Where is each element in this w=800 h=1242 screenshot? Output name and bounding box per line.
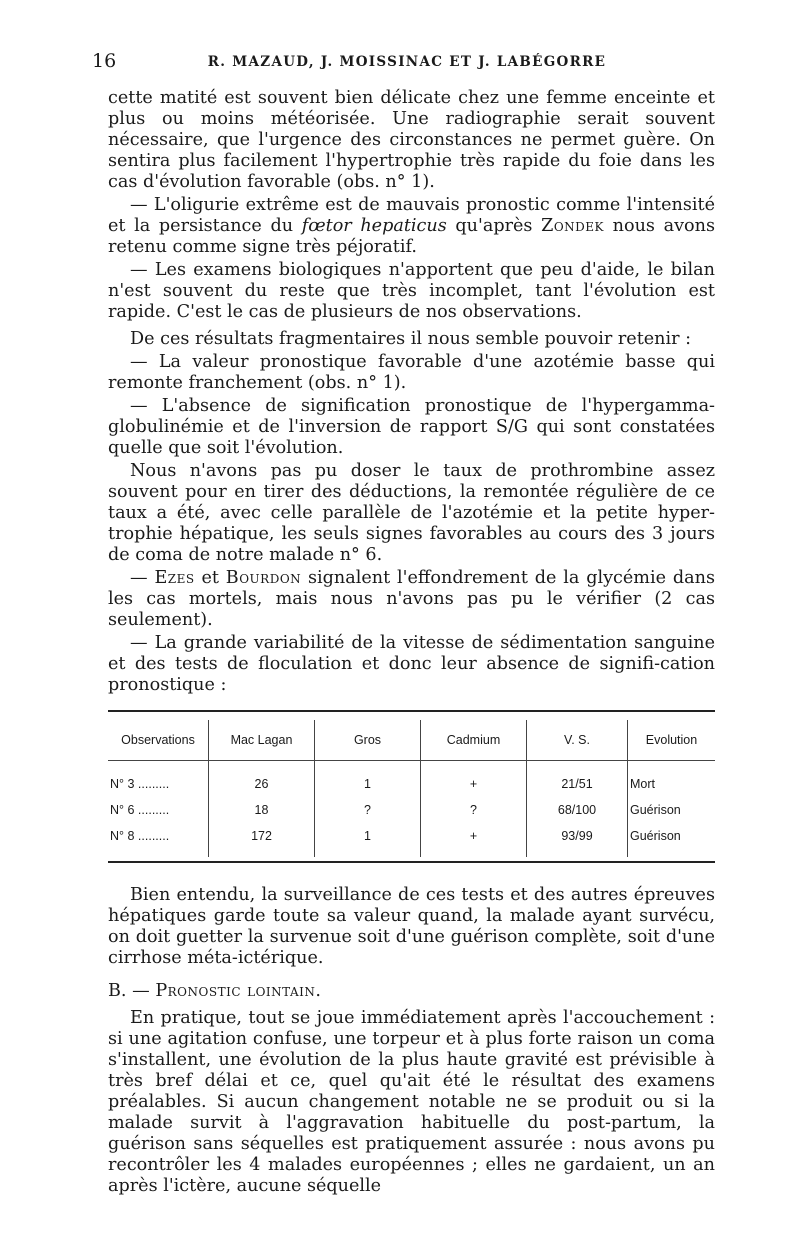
table-header-row — [108, 720, 715, 761]
column-header: Gros — [315, 720, 421, 761]
results-table — [108, 710, 715, 863]
table-bottom-rule — [108, 861, 715, 863]
running-head: R. MAZAUD, J. MOISSINAC ET J. LABÉGORRE — [207, 54, 607, 70]
paragraph-7: Nous n'avons pas pu doser le taux de prothrombine assez souvent pour en tirer des déductions, la remontée régulière de ce taux a été, avec celle parallèle de l'azotémie et la petite hyper-trophie hépatique, les seuls signes favorables au cours des 3 jours de coma de notre malade n° 6. — [108, 461, 715, 565]
author-name: Bourdon — [225, 568, 302, 588]
paragraph-2: — L'oligurie extrême est de mauvais pronostic comme l'intensité et la persistance du fœtor hepaticus qu'après Zondek nous avons retenu comme signe très péjoratif. — [108, 195, 715, 257]
paragraph-4: De ces résultats fragmentaires il nous semble pouvoir retenir : — [130, 329, 692, 349]
table-cell: 21/51 — [527, 761, 628, 798]
table-cell: ? — [315, 797, 421, 823]
table-cell: N° 8 ......... — [110, 829, 170, 843]
paragraph-8: — Ezes et Bourdon signalent l'effondrement de la glycémie dans les cas mortels, mais nous n'avons pas pu le vérifier (2 cas seulement). — [108, 568, 715, 630]
table-row — [108, 823, 715, 857]
table-cell: Guérison — [628, 797, 716, 823]
column-header: Cadmium — [421, 720, 527, 761]
column-header: V. S. — [527, 720, 628, 761]
table-cell: ? — [421, 797, 527, 823]
table-row — [108, 761, 715, 798]
column-header: Mac Lagan — [209, 720, 315, 761]
table-cell: 172 — [209, 823, 315, 857]
table-cell: 1 — [315, 823, 421, 857]
column-header: Observations — [108, 720, 209, 761]
paragraph-1: cette matité est souvent bien délicate chez une femme enceinte et plus ou moins météorisée. Une radiographie serait souvent nécessaire, que l'urgence des circonstances ne permet guère. On sentira plus facilement l'hypertrophie très rapide du foie dans les cas d'évolution favorable (obs. n° 1). — [108, 88, 715, 192]
author-name: Zondek — [541, 216, 605, 236]
page-body — [108, 88, 715, 1197]
table-cell: 26 — [209, 761, 315, 798]
paragraph-11: En pratique, tout se joue immédiatement après l'accouchement : si une agitation confuse, une torpeur et à plus forte raison un coma s'installent, une évolution de la plus haute gravité est prévisible à très bref délai et ce, quel qu'ait été le résultat des examens préalables. Si aucun changement notable ne se produit ou si la malade survit à l'aggravation habituelle du post-partum, la guérison sans séquelles est pratiquement assurée : nous avons pu recontrôler les 4 malades européennes ; elles ne gardaient, un an après l'ictère, aucune séquelle — [108, 1008, 715, 1196]
table-cell: + — [421, 823, 527, 857]
section-heading: B. — Pronostic lointain. — [108, 981, 322, 1001]
table-cell: Guérison — [628, 823, 716, 857]
paragraph-3: — Les examens biologiques n'apportent que peu d'aide, le bilan n'est souvent du reste que très incomplet, tant l'évolution est rapide. C'est le cas de plusieurs de nos observations. — [108, 260, 715, 322]
table-cell: + — [421, 761, 527, 798]
page-header — [92, 50, 722, 74]
table-cell: Mort — [628, 761, 716, 798]
table-cell: 93/99 — [527, 823, 628, 857]
table-cell: N° 3 ......... — [110, 777, 170, 791]
table-cell: N° 6 ......... — [110, 803, 170, 817]
page-number: 16 — [92, 50, 117, 72]
table-row — [108, 797, 715, 823]
table-cell: 1 — [315, 761, 421, 798]
italic-term: fœtor hepaticus — [301, 216, 447, 236]
author-name: Ezes — [154, 568, 195, 588]
paragraph-6: — L'absence de signification pronostique de l'hypergamma-globulinémie et de l'inversion de rapport S/G qui sont constatées quelle que soit l'évolution. — [108, 396, 715, 458]
paragraph-9: — La grande variabilité de la vitesse de sédimentation sanguine et des tests de floculation et donc leur absence de signifi-cation pronostique : — [108, 633, 715, 695]
table-cell: 68/100 — [527, 797, 628, 823]
column-header: Evolution — [628, 720, 716, 761]
table-cell: 18 — [209, 797, 315, 823]
paragraph-10: Bien entendu, la surveillance de ces tests et des autres épreuves hépatiques garde toute sa valeur quand, la malade ayant survécu, on doit guetter la survenue soit d'une guérison complète, soit d'une cirrhose méta-ictérique. — [108, 885, 715, 968]
table-top-rule — [108, 710, 715, 712]
paragraph-5: — La valeur pronostique favorable d'une azotémie basse qui remonte franchement (obs. n° 1). — [108, 352, 715, 393]
